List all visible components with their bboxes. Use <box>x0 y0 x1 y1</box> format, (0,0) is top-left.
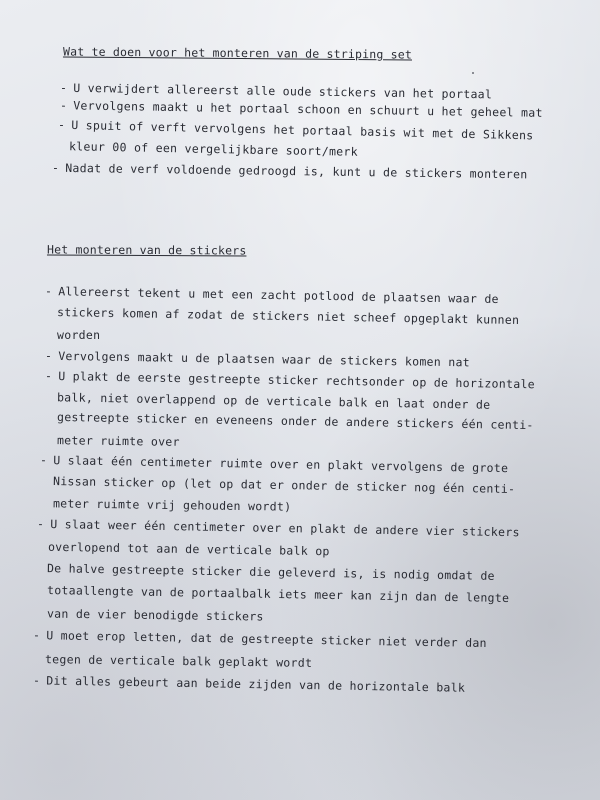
list-item-continuation: balk, niet overlappend op de verticale balk en laat onder de <box>56 390 491 412</box>
bullet-dash: - <box>39 452 48 468</box>
list-item-continuation: tegen de verticale balk geplakt wordt <box>44 652 313 670</box>
list-item: - U spuit of verft vervolgens het portaal basis wit met de Sikkens <box>57 117 534 143</box>
list-item: - U slaat weer één centimeter over en plakt de andere vier stickers <box>36 516 520 540</box>
list-item: - Allereerst tekent u met een zacht potlood de plaatsen waar de <box>44 284 499 306</box>
paragraph-line: van de vier benodigde stickers <box>46 606 264 624</box>
list-item-continuation: overlopend tot aan de verticale balk op <box>47 539 330 559</box>
section-heading: Het monteren van de stickers <box>46 242 247 258</box>
list-item-continuation: gestreepte sticker en eveneens onder de andere stickers één centi- <box>56 409 534 433</box>
bullet-dash: - <box>44 284 53 299</box>
list-item: - Vervolgens maakt u het portaal schoon en schuurt u het geheel mat <box>59 98 543 120</box>
list-item-continuation: stickers komen af zodat de stickers niet scheef opgeplakt kunnen <box>56 304 520 328</box>
list-item: - Nadat de verf voldoende gedroogd is, kunt u de stickers monteren <box>51 160 528 182</box>
list-item: - U slaat één centimeter ruimte over en plakt vervolgens de grote <box>39 452 509 476</box>
section-heading: Wat te doen voor het monteren van de striping set <box>62 44 413 62</box>
list-item-continuation: meter ruimte vrij gehouden wordt) <box>52 496 292 514</box>
bullet-dash: - <box>36 516 45 531</box>
bullet-dash: - <box>32 673 41 688</box>
list-item-continuation: meter ruimte over <box>56 433 180 449</box>
list-item: - Vervolgens maakt u de plaatsen waar de stickers komen nat <box>44 348 471 370</box>
list-item-continuation: kleur 00 of een vergelijkbare soort/merk <box>68 139 359 159</box>
list-item: - Dit alles gebeurt aan beide zijden van de horizontale balk <box>32 673 466 695</box>
bullet-dash: - <box>59 80 68 95</box>
paragraph-line: totaallengte van de portaalbalk iets meer kan zijn dan de lengte <box>46 582 510 606</box>
bullet-dash: - <box>44 368 53 383</box>
bullet-dash: - <box>32 628 41 643</box>
list-item: - U verwijdert allereerst alle oude stickers van het portaal <box>59 80 493 102</box>
bullet-dash: - <box>51 160 60 175</box>
paragraph-line: De halve gestreepte sticker die geleverd is, is nodig omdat de <box>46 561 495 583</box>
list-item: - U plakt de eerste gestreepte sticker rechtsonder op de horizontale <box>44 368 536 392</box>
bullet-dash: - <box>59 98 68 113</box>
list-item: - U moet erop letten, dat de gestreepte sticker niet verder dan <box>32 628 487 650</box>
bullet-dash: - <box>57 117 66 132</box>
bullet-dash: - <box>44 348 53 363</box>
list-item-continuation: Nissan sticker op (let op dat er onder de sticker nog één centi- <box>52 473 516 497</box>
list-item-continuation: worden <box>57 328 101 342</box>
paper-speck <box>472 72 474 74</box>
